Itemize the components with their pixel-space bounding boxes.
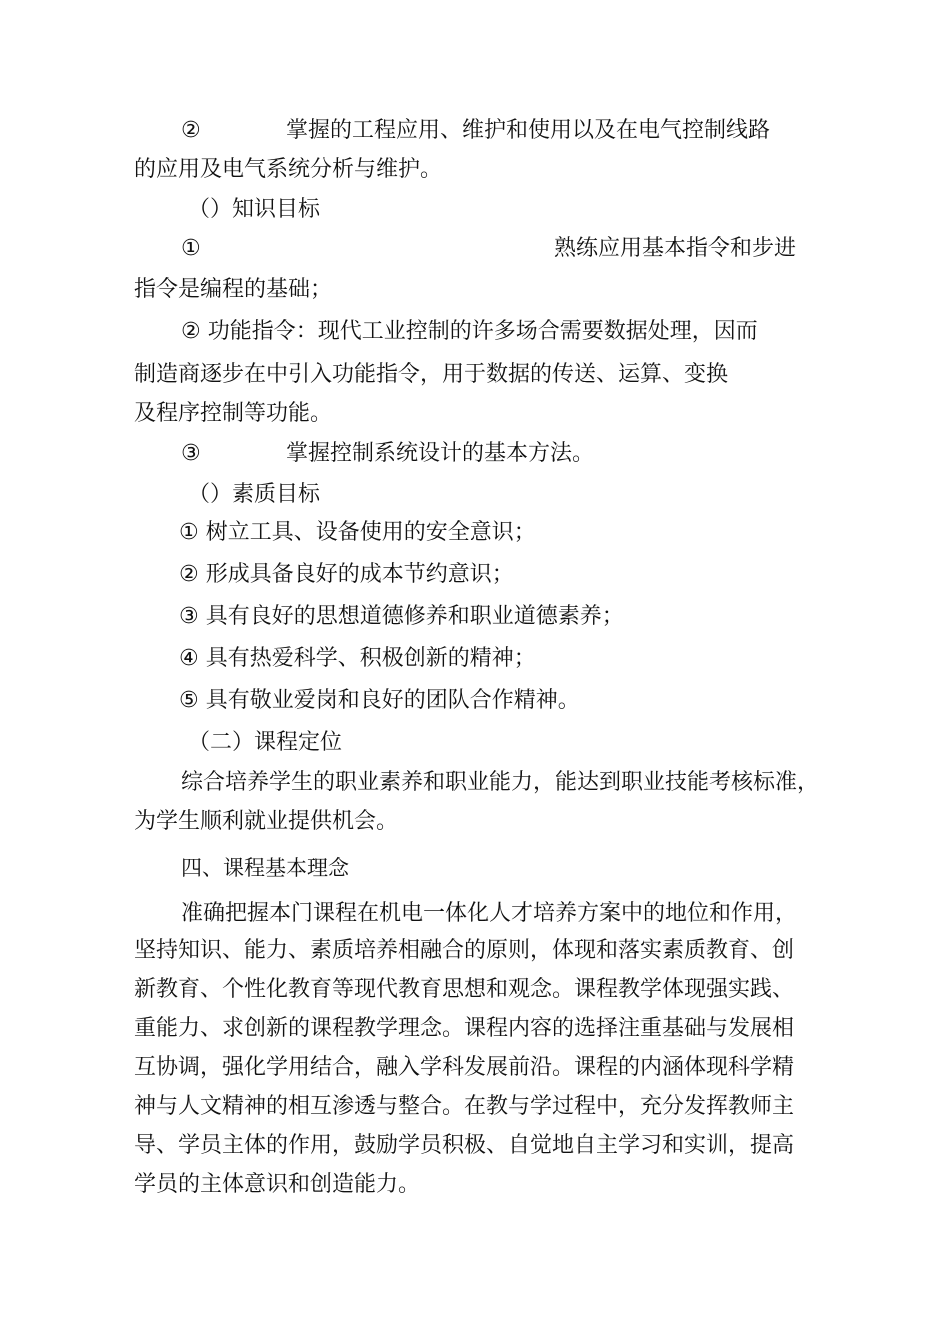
positioning-text: 综合培养学生的职业素养和职业能力，能达到职业技能考核标准， (181, 770, 820, 795)
concept-paragraph-line: 神与人文精神的相互渗透与整合。在教与学过程中，充分发挥教师主 (134, 1094, 795, 1119)
quality-item: ③ 具有良好的思想道德修养和职业道德素养； (179, 604, 624, 629)
concept-paragraph-line: 新教育、个性化教育等现代教育思想和观念。课程教学体现强实践、 (134, 977, 795, 1002)
quality-item: ④ 具有热爱科学、积极创新的精神； (179, 646, 536, 671)
knowledge-item-2-text: ② 功能指令：现代工业控制的许多场合需要数据处理，因而 (181, 319, 758, 344)
knowledge-item-1-number: ① (181, 236, 201, 261)
section-4-heading: 四、课程基本理念 (181, 856, 349, 880)
knowledge-item-1-text: 熟练应用基本指令和步进 (554, 236, 797, 261)
knowledge-item-3-number: ③ (181, 441, 201, 466)
quality-item: ② 形成具备良好的成本节约意识； (179, 562, 514, 587)
concept-paragraph-line: 准确把握本门课程在机电一体化人才培养方案中的地位和作用， (181, 901, 798, 926)
concept-paragraph-line: 学员的主体意识和创造能力。 (134, 1172, 421, 1197)
knowledge-heading: （）知识目标 (188, 197, 321, 222)
positioning-text-cont: 为学生顺利就业提供机会。 (134, 809, 399, 834)
skill-item-2-text-cont: 的应用及电气系统分析与维护。 (134, 157, 443, 182)
knowledge-item-2-text-cont: 制造商逐步在中引入功能指令，用于数据的传送、运算、变换 (134, 362, 729, 387)
knowledge-item-2-text-cont2: 及程序控制等功能。 (134, 401, 333, 426)
concept-paragraph-line: 导、学员主体的作用，鼓励学员积极、自觉地自主学习和实训，提高 (134, 1133, 795, 1158)
concept-paragraph-line: 重能力、求创新的课程教学理念。课程内容的选择注重基础与发展相 (134, 1016, 795, 1041)
quality-item: ① 树立工具、设备使用的安全意识； (179, 520, 536, 545)
concept-paragraph-line: 互协调，强化学用结合，融入学科发展前沿。课程的内涵体现科学精 (134, 1055, 795, 1080)
quality-item: ⑤ 具有敬业爱岗和良好的团队合作精神。 (179, 688, 580, 713)
positioning-heading: （二）课程定位 (188, 730, 343, 755)
quality-heading: （）素质目标 (188, 482, 321, 507)
knowledge-item-1-text-cont: 指令是编程的基础； (134, 277, 333, 302)
skill-item-2-text: 掌握的工程应用、维护和使用以及在电气控制线路 (286, 118, 771, 143)
concept-paragraph-line: 坚持知识、能力、素质培养相融合的原则，体现和落实素质教育、创 (134, 938, 795, 963)
knowledge-item-3-text: 掌握控制系统设计的基本方法。 (286, 441, 595, 466)
skill-item-2-number: ② (181, 118, 201, 143)
